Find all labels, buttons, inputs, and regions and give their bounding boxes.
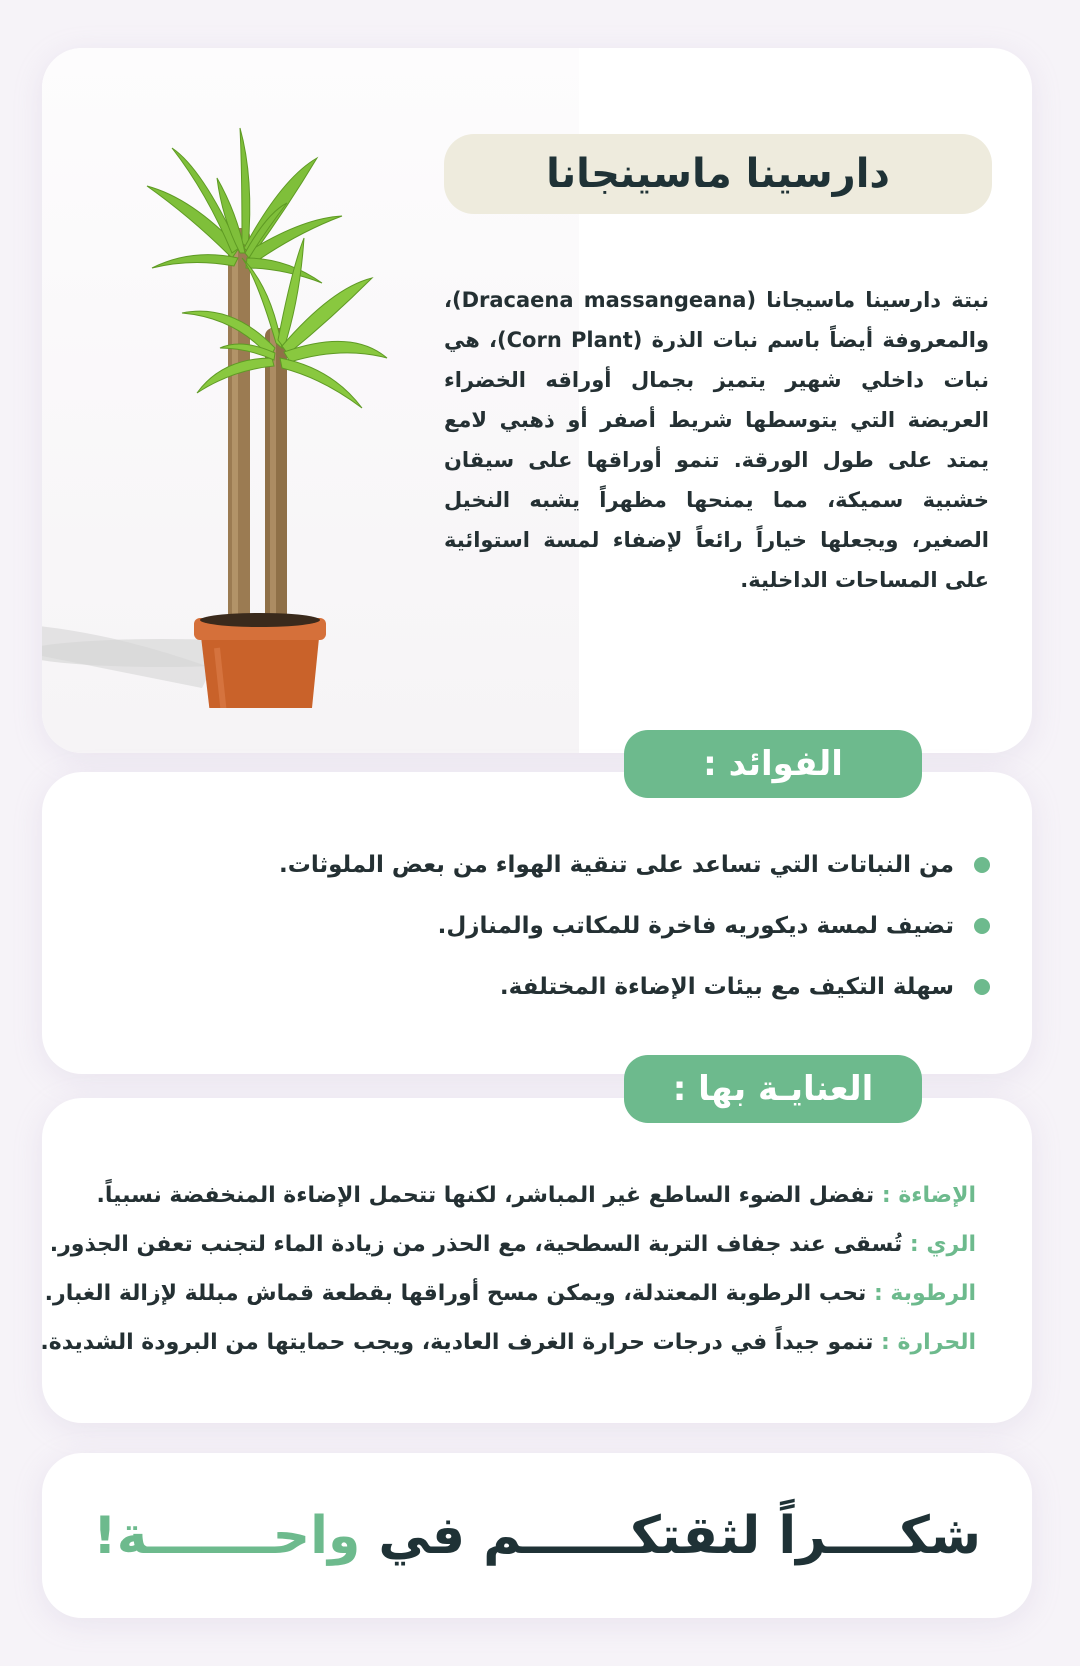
benefits-heading: الفوائد : (624, 730, 922, 798)
care-label: الري : (909, 1232, 976, 1257)
plant-description: نبتة دارسينا ماسيجانا (Dracaena massangeana)، والمعروفة أيضاً باسم نبات الذرة (Corn Plant)، هي نبات داخلي شهير يتميز بجمال أوراقه الخضراء العريضة التي يتوسطها شريط أصفر أو ذهبي لامع يمتد على طول الورقة. تنمو أوراقها على سيقان خشبية سميكة، مما يمنحها مظهراً يشبه النخيل الصغير، ويجعلها خياراً رائعاً لإضفاء لمسة استوائية على المساحات الداخلية. (444, 288, 989, 592)
benefit-text: سهلة التكيف مع بيئات الإضاءة المختلفة. (499, 973, 954, 1000)
brand-name: واحـــــــة! (93, 1505, 361, 1566)
benefit-text: من النباتات التي تساعد على تنقية الهواء من بعض الملوثات. (278, 851, 954, 878)
care-list (40, 1171, 976, 1367)
benefit-item (110, 895, 990, 956)
care-text: تنمو جيداً في درجات حرارة الغرف العادية، ويجب حمايتها من البرودة الشديدة. (40, 1330, 881, 1355)
plant-info-card (42, 48, 1032, 753)
care-label: الرطوبة : (873, 1281, 976, 1306)
care-item-water (49, 1220, 976, 1269)
care-item-light (76, 1171, 976, 1220)
plant-stem-left (228, 228, 250, 638)
bullet-dot-icon (974, 979, 990, 995)
thanks-message (93, 1506, 981, 1566)
benefit-item (110, 956, 990, 1017)
benefit-item (110, 834, 990, 895)
benefits-list (110, 834, 990, 1017)
care-item-temperature (40, 1318, 976, 1367)
care-text: تحب الرطوبة المعتدلة، ويمكن مسح أوراقها بقطعة قماش مبللة لإزالة الغبار. (44, 1281, 874, 1306)
bullet-dot-icon (974, 857, 990, 873)
care-item-humidity (44, 1269, 976, 1318)
care-text: تفضل الضوء الساطع غير المباشر، لكنها تتحمل الإضاءة المنخفضة نسبياً. (96, 1183, 882, 1208)
care-label: الإضاءة : (881, 1183, 976, 1208)
care-heading: العنايـة بها : (624, 1055, 922, 1123)
thanks-text: شكــــراً لثقتكــــــم في (360, 1505, 981, 1566)
thanks-card (42, 1453, 1032, 1618)
benefits-card (42, 772, 1032, 1074)
care-card (42, 1098, 1032, 1423)
care-text: تُسقى عند جفاف التربة السطحية، مع الحذر من زيادة الماء لتجنب تعفن الجذور. (49, 1232, 910, 1257)
benefit-text: تضيف لمسة ديكوريه فاخرة للمكاتب والمنازل. (437, 912, 954, 939)
plant-title: دارسينا ماسينجانا (546, 151, 890, 197)
care-label: الحرارة : (881, 1330, 976, 1355)
plant-illustration (42, 108, 442, 708)
title-pill (444, 134, 992, 214)
bullet-dot-icon (974, 918, 990, 934)
